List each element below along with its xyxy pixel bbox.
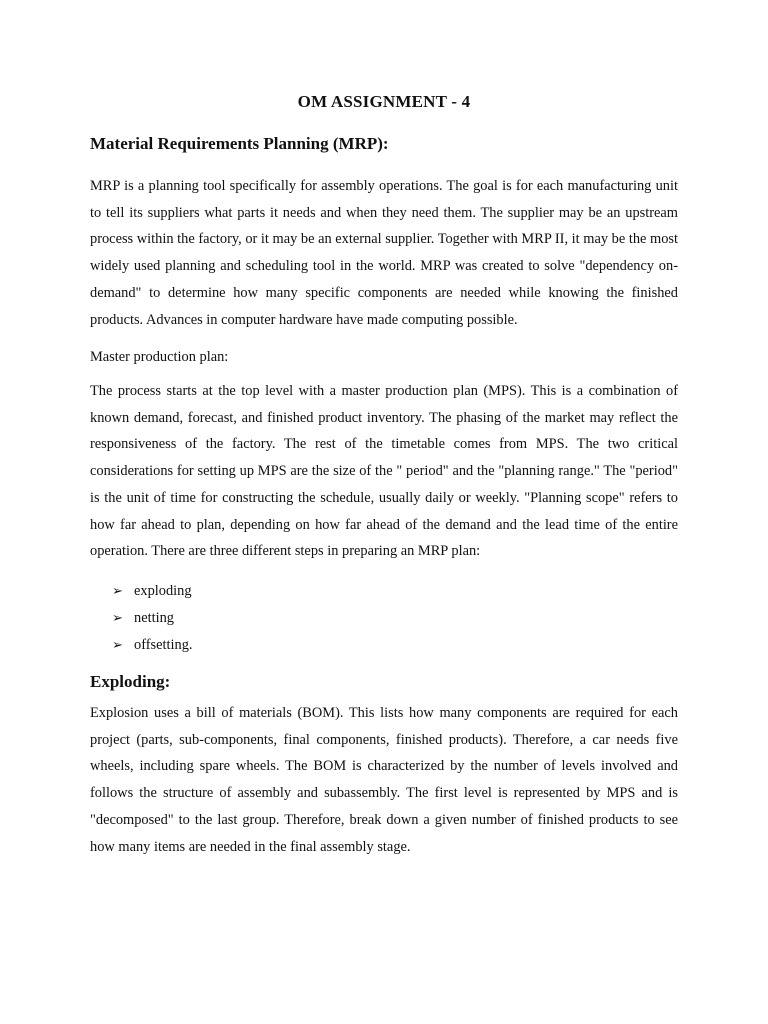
step-label: netting	[134, 610, 174, 626]
arrowhead-bullet-icon: ➢	[112, 611, 123, 626]
paragraph-master-production-plan: The process starts at the top level with a master production plan (MPS). This is a combination of known demand, forecast, and finished product inventory. The phasing of the market may reflect the responsiveness of the factory. The rest of the timetable comes from MPS. The two critical considerations for setting up MPS are the size of the " period" and the "planning range." The "period" is the unit of time for constructing the schedule, usually daily or weekly. "Planning scope" refers to how far ahead to plan, depending on how far ahead of the demand and the lead time of the entire operation. There are three different steps in preparing an MRP plan:	[90, 383, 678, 560]
heading-mrp: Material Requirements Planning (MRP):	[90, 134, 389, 153]
paragraph-mrp: MRP is a planning tool specifically for assembly operations. The goal is for each manufacturing unit to tell its suppliers what parts it needs and when they need them. The supplier may be an upstream process within the factory, or it may be an external supplier. Together with MRP II, it may be the most widely used planning and scheduling tool in the world. MRP was created to solve "dependency on-demand" to determine how many specific components are needed while knowing the finished products. Advances in computer hardware have made computing possible.	[90, 178, 678, 328]
arrowhead-bullet-icon: ➢	[112, 638, 123, 653]
document-title: OM ASSIGNMENT - 4	[297, 92, 471, 111]
list-item	[112, 605, 193, 632]
list-item	[112, 578, 193, 605]
list-item	[112, 632, 193, 659]
steps-list	[112, 578, 193, 659]
label-master-production-plan: Master production plan:	[90, 349, 229, 365]
step-label: offsetting.	[134, 637, 193, 653]
arrowhead-bullet-icon: ➢	[112, 584, 123, 599]
heading-exploding: Exploding:	[90, 672, 171, 691]
step-label: exploding	[134, 583, 192, 599]
paragraph-exploding: Explosion uses a bill of materials (BOM). This lists how many components are required for each project (parts, sub-components, final components, finished products). Therefore, a car needs five wheels, including spare wheels. The BOM is characterized by the number of levels involved and follows the structure of assembly and subassembly. The first level is represented by MPS and is "decomposed" to the last group. Therefore, break down a given number of finished products to see how many items are needed in the final assembly stage.	[90, 705, 678, 855]
